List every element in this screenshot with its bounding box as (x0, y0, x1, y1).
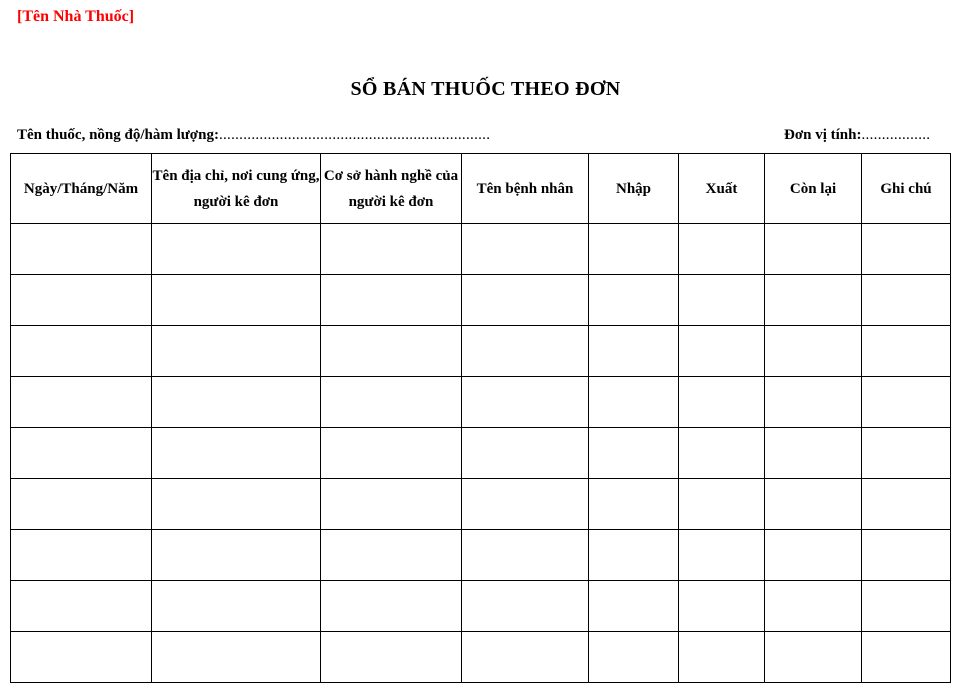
table-cell[interactable] (152, 377, 321, 428)
table-cell[interactable] (679, 479, 765, 530)
column-header-notes: Ghi chú (862, 154, 951, 224)
table-cell[interactable] (321, 377, 462, 428)
table-cell[interactable] (765, 224, 862, 275)
prescription-sales-table (10, 153, 951, 683)
table-row (11, 632, 951, 683)
table-cell[interactable] (862, 377, 951, 428)
drug-name-field (17, 127, 490, 144)
table-cell[interactable] (321, 326, 462, 377)
table-cell[interactable] (462, 632, 589, 683)
table-cell[interactable] (321, 530, 462, 581)
table-cell[interactable] (462, 479, 589, 530)
pharmacy-name: [Tên Nhà Thuốc] (17, 8, 135, 25)
table-cell[interactable] (152, 275, 321, 326)
table-cell[interactable] (11, 530, 152, 581)
table-body (11, 224, 951, 683)
table-cell[interactable] (679, 428, 765, 479)
table-cell[interactable] (462, 581, 589, 632)
table-cell[interactable] (765, 530, 862, 581)
table-cell[interactable] (862, 581, 951, 632)
table-cell[interactable] (765, 275, 862, 326)
table-cell[interactable] (462, 530, 589, 581)
table-cell[interactable] (462, 224, 589, 275)
table-cell[interactable] (765, 326, 862, 377)
column-header-prescriber-facility: Cơ sở hành nghề của người kê đơn (321, 154, 462, 224)
table-cell[interactable] (462, 428, 589, 479)
table-cell[interactable] (589, 530, 679, 581)
table-cell[interactable] (321, 275, 462, 326)
table-cell[interactable] (589, 632, 679, 683)
table-cell[interactable] (765, 377, 862, 428)
table-row (11, 428, 951, 479)
table-cell[interactable] (679, 224, 765, 275)
table-cell[interactable] (321, 632, 462, 683)
table-cell[interactable] (862, 530, 951, 581)
table-cell[interactable] (589, 428, 679, 479)
table-cell[interactable] (765, 632, 862, 683)
column-header-import: Nhập (589, 154, 679, 224)
column-header-patient-name: Tên bệnh nhân (462, 154, 589, 224)
table-cell[interactable] (11, 275, 152, 326)
table-cell[interactable] (862, 224, 951, 275)
table-cell[interactable] (589, 326, 679, 377)
table-cell[interactable] (862, 479, 951, 530)
table-cell[interactable] (152, 479, 321, 530)
table-cell[interactable] (589, 275, 679, 326)
table-row (11, 377, 951, 428)
table-row (11, 479, 951, 530)
table-cell[interactable] (152, 530, 321, 581)
table-cell[interactable] (321, 479, 462, 530)
document-title: SỔ BÁN THUỐC THEO ĐƠN (350, 78, 621, 100)
table-cell[interactable] (862, 326, 951, 377)
unit-field (784, 127, 930, 144)
table-cell[interactable] (862, 275, 951, 326)
table-cell[interactable] (765, 428, 862, 479)
table-cell[interactable] (589, 377, 679, 428)
column-header-remaining: Còn lại (765, 154, 862, 224)
table-cell[interactable] (152, 581, 321, 632)
table-row (11, 275, 951, 326)
table-cell[interactable] (321, 581, 462, 632)
table-cell[interactable] (11, 479, 152, 530)
table-cell[interactable] (589, 581, 679, 632)
table-row (11, 224, 951, 275)
table-cell[interactable] (152, 224, 321, 275)
table-row (11, 530, 951, 581)
table-cell[interactable] (152, 326, 321, 377)
table-cell[interactable] (321, 224, 462, 275)
table-cell[interactable] (679, 326, 765, 377)
table-cell[interactable] (11, 428, 152, 479)
table-cell[interactable] (679, 275, 765, 326)
column-header-export: Xuất (679, 154, 765, 224)
table-cell[interactable] (679, 581, 765, 632)
table-cell[interactable] (11, 581, 152, 632)
table-cell[interactable] (462, 377, 589, 428)
table-cell[interactable] (321, 428, 462, 479)
table-cell[interactable] (11, 326, 152, 377)
table-cell[interactable] (862, 428, 951, 479)
table-row (11, 581, 951, 632)
unit-blank: ................. (861, 127, 931, 143)
table-cell[interactable] (679, 632, 765, 683)
table-cell[interactable] (152, 428, 321, 479)
table-cell[interactable] (765, 479, 862, 530)
table-cell[interactable] (152, 632, 321, 683)
table-header-row (11, 154, 951, 224)
table-cell[interactable] (11, 224, 152, 275)
column-header-supplier-prescriber: Tên địa chỉ, nơi cung ứng, người kê đơn (152, 154, 321, 224)
unit-label: Đơn vị tính: (784, 127, 862, 143)
drug-name-label: Tên thuốc, nồng độ/hàm lượng: (17, 127, 219, 143)
table-cell[interactable] (862, 632, 951, 683)
table-cell[interactable] (679, 530, 765, 581)
table-row (11, 326, 951, 377)
drug-name-blank: ................................................................... (218, 127, 491, 143)
table-cell[interactable] (462, 326, 589, 377)
table-cell[interactable] (11, 632, 152, 683)
table-cell[interactable] (589, 479, 679, 530)
table-cell[interactable] (462, 275, 589, 326)
table-cell[interactable] (589, 224, 679, 275)
table-cell[interactable] (11, 377, 152, 428)
table-cell[interactable] (679, 377, 765, 428)
table-cell[interactable] (765, 581, 862, 632)
column-header-date: Ngày/Tháng/Năm (11, 154, 152, 224)
